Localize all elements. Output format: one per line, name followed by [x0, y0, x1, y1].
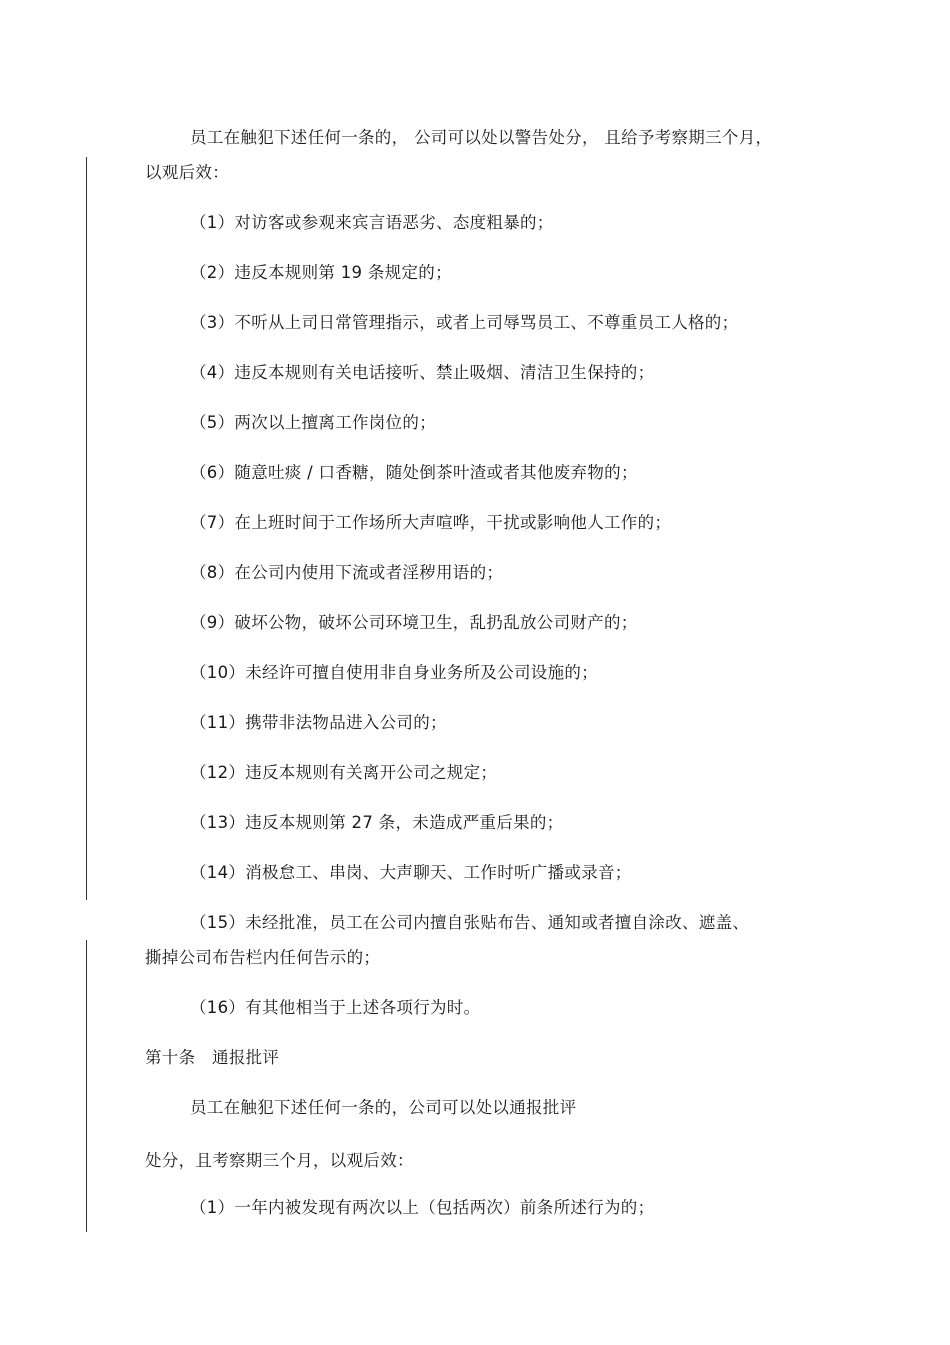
margin-rule-upper — [86, 157, 87, 900]
warning-item-6: （6）随意吐痰 / 口香糖，随处倒茶叶渣或者其他废弃物的； — [190, 463, 638, 482]
intro-line-2: 以观后效： — [145, 163, 229, 182]
warning-item-5: （5）两次以上擅离工作岗位的； — [190, 413, 436, 432]
margin-rule-lower — [86, 940, 87, 1232]
article-10-intro-line-1: 员工在触犯下述任何一条的，公司可以处以通报批评 — [190, 1098, 577, 1117]
warning-item-10: （10）未经许可擅自使用非自身业务所及公司设施的； — [190, 663, 598, 682]
warning-item-15-line-2: 撕掉公司布告栏内任何告示的； — [145, 948, 381, 967]
warning-item-4: （4）违反本规则有关电话接听、禁止吸烟、清洁卫生保持的； — [190, 363, 655, 382]
warning-item-13: （13）违反本规则第 27 条，未造成严重后果的； — [190, 813, 564, 832]
warning-item-14: （14）消极怠工、串岗、大声聊天、工作时听广播或录音； — [190, 863, 632, 882]
article-10-heading: 第十条 通报批评 — [145, 1048, 280, 1067]
warning-item-8: （8）在公司内使用下流或者淫秽用语的； — [190, 563, 504, 582]
warning-item-11: （11）携带非法物品进入公司的； — [190, 713, 447, 732]
warning-item-3: （3）不听从上司日常管理指示，或者上司辱骂员工、不尊重员工人格的； — [190, 313, 739, 332]
warning-item-1: （1）对访客或参观来宾言语恶劣、态度粗暴的； — [190, 213, 554, 232]
warning-item-15-line-1: （15）未经批准，员工在公司内擅自张贴布告、通知或者擅自涂改、遮盖、 — [190, 913, 750, 932]
warning-item-12: （12）违反本规则有关离开公司之规定； — [190, 763, 498, 782]
warning-item-2: （2）违反本规则第 19 条规定的； — [190, 263, 452, 282]
warning-item-16: （16）有其他相当于上述各项行为时。 — [190, 998, 481, 1017]
intro-line-1: 员工在触犯下述任何一条的， 公司可以处以警告处分， 且给予考察期三个月， — [190, 128, 773, 147]
warning-item-7: （7）在上班时间于工作场所大声喧哗，干扰或影响他人工作的； — [190, 513, 672, 532]
article-10-intro-line-2: 处分，且考察期三个月，以观后效： — [145, 1151, 414, 1170]
article-10-item-1: （1）一年内被发现有两次以上（包括两次）前条所述行为的； — [190, 1198, 655, 1217]
warning-item-9: （9）破坏公物，破坏公司环境卫生，乱扔乱放公司财产的； — [190, 613, 638, 632]
